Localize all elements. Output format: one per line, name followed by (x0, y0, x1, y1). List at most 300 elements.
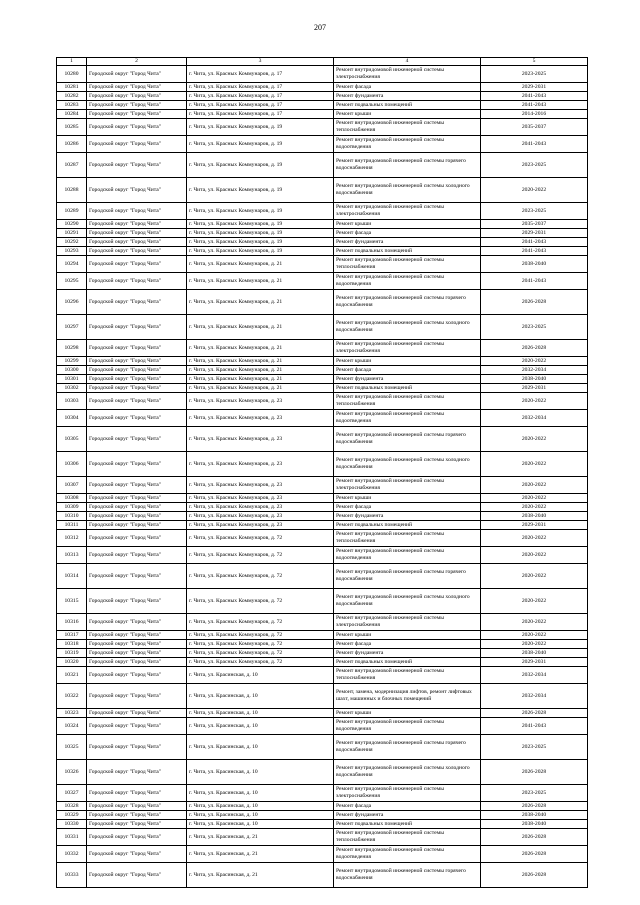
period-cell: 2038-2040 (481, 256, 588, 273)
work-type-cell: Ремонт внутридомовой инженерной системы электроснабжения (334, 66, 481, 83)
address-cell: г. Чита, ул. Красных Коммунаров, д. 19 (187, 136, 334, 153)
period-cell: 2020-2022 (481, 530, 588, 547)
row-number-cell: 10333 (57, 863, 87, 888)
period-cell: 2032-2034 (481, 667, 588, 684)
row-number-cell: 10309 (57, 503, 87, 512)
work-type-cell: Ремонт фасада (334, 83, 481, 92)
address-cell: г. Чита, ул. Красных Коммунаров, д. 21 (187, 375, 334, 384)
owner-cell: Городской округ "Город Чита" (87, 718, 187, 735)
work-type-cell: Ремонт фасада (334, 640, 481, 649)
owner-cell: Городской округ "Город Чита" (87, 119, 187, 136)
address-cell: г. Чита, ул. Красных Коммунаров, д. 72 (187, 614, 334, 631)
address-cell: г. Чита, ул. Красных Коммунаров, д. 21 (187, 256, 334, 273)
owner-cell: Городской округ "Город Чита" (87, 649, 187, 658)
period-cell: 2020-2022 (481, 564, 588, 589)
period-cell: 2026-2028 (481, 340, 588, 357)
owner-cell: Городской округ "Город Чита" (87, 820, 187, 829)
period-cell: 2020-2022 (481, 631, 588, 640)
row-number-cell: 10323 (57, 709, 87, 718)
address-cell: г. Чита, ул. Красных Коммунаров, д. 21 (187, 315, 334, 340)
address-cell: г. Чита, ул. Красинская, д. 10 (187, 667, 334, 684)
table-row (57, 735, 588, 760)
work-type-cell: Ремонт фундамента (334, 649, 481, 658)
work-type-cell: Ремонт внутридомовой инженерной системы теплоснабжения (334, 119, 481, 136)
table-row (57, 410, 588, 427)
owner-cell: Городской округ "Город Чита" (87, 735, 187, 760)
address-cell: г. Чита, ул. Красных Коммунаров, д. 21 (187, 366, 334, 375)
row-number-cell: 10292 (57, 238, 87, 247)
period-cell: 2038-2040 (481, 820, 588, 829)
work-type-cell: Ремонт внутридомовой инженерной системы электроснабжения (334, 785, 481, 802)
address-cell: г. Чита, ул. Красинская, д. 10 (187, 785, 334, 802)
owner-cell: Городской округ "Город Чита" (87, 340, 187, 357)
owner-cell: Городской округ "Город Чита" (87, 521, 187, 530)
period-cell: 2026-2028 (481, 290, 588, 315)
address-cell: г. Чита, ул. Красных Коммунаров, д. 17 (187, 110, 334, 119)
row-number-cell: 10304 (57, 410, 87, 427)
address-cell: г. Чита, ул. Красинская, д. 10 (187, 811, 334, 820)
column-header: 3 (187, 58, 334, 66)
owner-cell: Городской округ "Город Чита" (87, 863, 187, 888)
row-number-cell: 10329 (57, 811, 87, 820)
table-row (57, 110, 588, 119)
row-number-cell: 10324 (57, 718, 87, 735)
column-header: 4 (334, 58, 481, 66)
owner-cell: Городской округ "Город Чита" (87, 66, 187, 83)
owner-cell: Городской округ "Город Чита" (87, 503, 187, 512)
row-number-cell: 10290 (57, 220, 87, 229)
row-number-cell: 10328 (57, 802, 87, 811)
work-type-cell: Ремонт внутридомовой инженерной системы электроснабжения (334, 340, 481, 357)
table-row (57, 684, 588, 709)
address-cell: г. Чита, ул. Красных Коммунаров, д. 19 (187, 247, 334, 256)
table-row (57, 119, 588, 136)
owner-cell: Городской округ "Город Чита" (87, 101, 187, 110)
address-cell: г. Чита, ул. Красных Коммунаров, д. 23 (187, 393, 334, 410)
work-type-cell: Ремонт внутридомовой инженерной системы горячего водоснабжения (334, 153, 481, 178)
owner-cell: Городской округ "Город Чита" (87, 802, 187, 811)
period-cell: 2041-2043 (481, 136, 588, 153)
owner-cell: Городской округ "Город Чита" (87, 494, 187, 503)
owner-cell: Городской округ "Город Чита" (87, 178, 187, 203)
table-row (57, 83, 588, 92)
table-row (57, 273, 588, 290)
table-row (57, 589, 588, 614)
period-cell: 2038-2040 (481, 375, 588, 384)
work-type-cell: Ремонт внутридомовой инженерной системы водоотведения (334, 846, 481, 863)
table-row (57, 530, 588, 547)
row-number-cell: 10308 (57, 494, 87, 503)
period-cell: 2023-2025 (481, 735, 588, 760)
period-cell: 2023-2025 (481, 785, 588, 802)
table-row (57, 366, 588, 375)
period-cell: 2032-2034 (481, 366, 588, 375)
table-header-row (57, 58, 588, 66)
table-row (57, 564, 588, 589)
table-body (57, 58, 588, 888)
row-number-cell: 10287 (57, 153, 87, 178)
owner-cell: Городской округ "Город Чита" (87, 315, 187, 340)
table-row (57, 427, 588, 452)
owner-cell: Городской округ "Город Чита" (87, 452, 187, 477)
period-cell: 2020-2022 (481, 357, 588, 366)
period-cell: 2041-2043 (481, 92, 588, 101)
row-number-cell: 10297 (57, 315, 87, 340)
table-row (57, 709, 588, 718)
owner-cell: Городской округ "Город Чита" (87, 153, 187, 178)
table-row (57, 357, 588, 366)
table-row (57, 220, 588, 229)
row-number-cell: 10285 (57, 119, 87, 136)
address-cell: г. Чита, ул. Красинская, д. 21 (187, 863, 334, 888)
address-cell: г. Чита, ул. Красных Коммунаров, д. 21 (187, 290, 334, 315)
table-row (57, 718, 588, 735)
owner-cell: Городской округ "Город Чита" (87, 658, 187, 667)
work-type-cell: Ремонт фундамента (334, 512, 481, 521)
row-number-cell: 10316 (57, 614, 87, 631)
work-type-cell: Ремонт внутридомовой инженерной системы холодного водоснабжения (334, 760, 481, 785)
address-cell: г. Чита, ул. Красных Коммунаров, д. 17 (187, 83, 334, 92)
table-row (57, 614, 588, 631)
period-cell: 2041-2043 (481, 101, 588, 110)
owner-cell: Городской округ "Город Чита" (87, 667, 187, 684)
row-number-cell: 10280 (57, 66, 87, 83)
row-number-cell: 10325 (57, 735, 87, 760)
table-row (57, 820, 588, 829)
table-row (57, 811, 588, 820)
work-type-cell: Ремонт подвальных помещений (334, 521, 481, 530)
period-cell: 2032-2034 (481, 684, 588, 709)
work-type-cell: Ремонт внутридомовой инженерной системы холодного водоснабжения (334, 315, 481, 340)
work-type-cell: Ремонт внутридомовой инженерной системы горячего водоснабжения (334, 290, 481, 315)
period-cell: 2026-2028 (481, 846, 588, 863)
owner-cell: Городской округ "Город Чита" (87, 247, 187, 256)
owner-cell: Городской округ "Город Чита" (87, 829, 187, 846)
address-cell: г. Чита, ул. Красных Коммунаров, д. 23 (187, 452, 334, 477)
row-number-cell: 10327 (57, 785, 87, 802)
owner-cell: Городской округ "Город Чита" (87, 477, 187, 494)
period-cell: 2020-2022 (481, 589, 588, 614)
table-row (57, 658, 588, 667)
owner-cell: Городской округ "Город Чита" (87, 709, 187, 718)
table-row (57, 863, 588, 888)
address-cell: г. Чита, ул. Красинская, д. 10 (187, 802, 334, 811)
row-number-cell: 10313 (57, 547, 87, 564)
work-type-cell: Ремонт подвальных помещений (334, 101, 481, 110)
owner-cell: Городской округ "Город Чита" (87, 684, 187, 709)
table-row (57, 631, 588, 640)
table-row (57, 178, 588, 203)
row-number-cell: 10319 (57, 649, 87, 658)
table-row (57, 667, 588, 684)
row-number-cell: 10300 (57, 366, 87, 375)
table-row (57, 229, 588, 238)
work-type-cell: Ремонт фундамента (334, 811, 481, 820)
row-number-cell: 10303 (57, 393, 87, 410)
owner-cell: Городской округ "Город Чита" (87, 384, 187, 393)
period-cell: 2020-2022 (481, 178, 588, 203)
period-cell: 2020-2022 (481, 427, 588, 452)
table-row (57, 238, 588, 247)
table-row (57, 547, 588, 564)
address-cell: г. Чита, ул. Красных Коммунаров, д. 23 (187, 427, 334, 452)
table-row (57, 315, 588, 340)
table-row (57, 640, 588, 649)
owner-cell: Городской округ "Город Чита" (87, 640, 187, 649)
period-cell: 2029-2031 (481, 384, 588, 393)
column-header: 1 (57, 58, 87, 66)
owner-cell: Городской округ "Город Чита" (87, 846, 187, 863)
period-cell: 2020-2022 (481, 614, 588, 631)
row-number-cell: 10283 (57, 101, 87, 110)
row-number-cell: 10299 (57, 357, 87, 366)
period-cell: 2029-2031 (481, 83, 588, 92)
table-row (57, 829, 588, 846)
owner-cell: Городской округ "Город Чита" (87, 290, 187, 315)
row-number-cell: 10286 (57, 136, 87, 153)
row-number-cell: 10282 (57, 92, 87, 101)
period-cell: 2020-2022 (481, 452, 588, 477)
work-type-cell: Ремонт внутридомовой инженерной системы теплоснабжения (334, 530, 481, 547)
period-cell: 2020-2022 (481, 503, 588, 512)
table-row (57, 785, 588, 802)
address-cell: г. Чита, ул. Красных Коммунаров, д. 21 (187, 273, 334, 290)
work-type-cell: Ремонт фасада (334, 366, 481, 375)
table-row (57, 340, 588, 357)
table-row (57, 290, 588, 315)
owner-cell: Городской округ "Город Чита" (87, 357, 187, 366)
row-number-cell: 10330 (57, 820, 87, 829)
work-type-cell: Ремонт подвальных помещений (334, 658, 481, 667)
address-cell: г. Чита, ул. Красных Коммунаров, д. 19 (187, 153, 334, 178)
period-cell: 2020-2022 (481, 393, 588, 410)
row-number-cell: 10294 (57, 256, 87, 273)
work-type-cell: Ремонт внутридомовой инженерной системы теплоснабжения (334, 829, 481, 846)
owner-cell: Городской округ "Город Чита" (87, 273, 187, 290)
period-cell: 2029-2031 (481, 229, 588, 238)
address-cell: г. Чита, ул. Красных Коммунаров, д. 72 (187, 564, 334, 589)
row-number-cell: 10332 (57, 846, 87, 863)
owner-cell: Городской округ "Город Чита" (87, 366, 187, 375)
work-type-cell: Ремонт внутридомовой инженерной системы горячего водоснабжения (334, 427, 481, 452)
address-cell: г. Чита, ул. Красинская, д. 21 (187, 829, 334, 846)
address-cell: г. Чита, ул. Красных Коммунаров, д. 72 (187, 658, 334, 667)
period-cell: 2026-2028 (481, 829, 588, 846)
table-row (57, 760, 588, 785)
address-cell: г. Чита, ул. Красных Коммунаров, д. 23 (187, 477, 334, 494)
table-row (57, 384, 588, 393)
owner-cell: Городской округ "Город Чита" (87, 136, 187, 153)
owner-cell: Городской округ "Город Чита" (87, 238, 187, 247)
period-cell: 2023-2025 (481, 153, 588, 178)
table-row (57, 452, 588, 477)
table-row (57, 503, 588, 512)
period-cell: 2029-2031 (481, 658, 588, 667)
address-cell: г. Чита, ул. Красных Коммунаров, д. 19 (187, 119, 334, 136)
owner-cell: Городской округ "Город Чита" (87, 530, 187, 547)
row-number-cell: 10315 (57, 589, 87, 614)
table-row (57, 802, 588, 811)
work-type-cell: Ремонт внутридомовой инженерной системы горячего водоснабжения (334, 863, 481, 888)
work-type-cell: Ремонт фундамента (334, 238, 481, 247)
row-number-cell: 10310 (57, 512, 87, 521)
row-number-cell: 10301 (57, 375, 87, 384)
period-cell: 2020-2022 (481, 477, 588, 494)
period-cell: 2023-2025 (481, 203, 588, 220)
table-row (57, 256, 588, 273)
address-cell: г. Чита, ул. Красинская, д. 10 (187, 760, 334, 785)
work-type-cell: Ремонт внутридомовой инженерной системы электроснабжения (334, 477, 481, 494)
work-type-cell: Ремонт внутридомовой инженерной системы горячего водоснабжения (334, 735, 481, 760)
period-cell: 2026-2028 (481, 863, 588, 888)
table-row (57, 521, 588, 530)
period-cell: 2026-2028 (481, 760, 588, 785)
work-type-cell: Ремонт внутридомовой инженерной системы теплоснабжения (334, 667, 481, 684)
row-number-cell: 10311 (57, 521, 87, 530)
row-number-cell: 10322 (57, 684, 87, 709)
work-type-cell: Ремонт, замена, модернизация лифтов, ремонт лифтовых шахт, машинных и блочных помещений (334, 684, 481, 709)
work-type-cell: Ремонт внутридомовой инженерной системы теплоснабжения (334, 256, 481, 273)
row-number-cell: 10289 (57, 203, 87, 220)
row-number-cell: 10293 (57, 247, 87, 256)
row-number-cell: 10320 (57, 658, 87, 667)
owner-cell: Городской округ "Город Чита" (87, 512, 187, 521)
owner-cell: Городской округ "Город Чита" (87, 410, 187, 427)
period-cell: 2035-2037 (481, 119, 588, 136)
period-cell: 2029-2031 (481, 521, 588, 530)
address-cell: г. Чита, ул. Красных Коммунаров, д. 19 (187, 229, 334, 238)
row-number-cell: 10312 (57, 530, 87, 547)
table-row (57, 203, 588, 220)
work-type-cell: Ремонт внутридомовой инженерной системы водоотведения (334, 718, 481, 735)
owner-cell: Городской округ "Город Чита" (87, 547, 187, 564)
row-number-cell: 10302 (57, 384, 87, 393)
table-row (57, 101, 588, 110)
address-cell: г. Чита, ул. Красинская, д. 10 (187, 718, 334, 735)
work-type-cell: Ремонт внутридомовой инженерной системы холодного водоснабжения (334, 452, 481, 477)
address-cell: г. Чита, ул. Красных Коммунаров, д. 17 (187, 101, 334, 110)
row-number-cell: 10305 (57, 427, 87, 452)
row-number-cell: 10288 (57, 178, 87, 203)
table-row (57, 494, 588, 503)
period-cell: 2020-2022 (481, 640, 588, 649)
period-cell: 2038-2040 (481, 512, 588, 521)
owner-cell: Городской округ "Город Чита" (87, 614, 187, 631)
work-type-cell: Ремонт крыши (334, 709, 481, 718)
address-cell: г. Чита, ул. Красных Коммунаров, д. 21 (187, 384, 334, 393)
address-cell: г. Чита, ул. Красных Коммунаров, д. 19 (187, 238, 334, 247)
work-type-cell: Ремонт внутридомовой инженерной системы теплоснабжения (334, 393, 481, 410)
work-type-cell: Ремонт крыши (334, 494, 481, 503)
period-cell: 2032-2034 (481, 410, 588, 427)
period-cell: 2023-2025 (481, 66, 588, 83)
work-type-cell: Ремонт фасада (334, 802, 481, 811)
owner-cell: Городской округ "Город Чита" (87, 203, 187, 220)
address-cell: г. Чита, ул. Красных Коммунаров, д. 19 (187, 220, 334, 229)
period-cell: 2041-2043 (481, 247, 588, 256)
period-cell: 2041-2043 (481, 238, 588, 247)
table-row (57, 512, 588, 521)
owner-cell: Городской округ "Город Чита" (87, 564, 187, 589)
period-cell: 2035-2037 (481, 220, 588, 229)
table-row (57, 136, 588, 153)
table-row (57, 247, 588, 256)
owner-cell: Городской округ "Город Чита" (87, 427, 187, 452)
owner-cell: Городской округ "Город Чита" (87, 589, 187, 614)
address-cell: г. Чита, ул. Красных Коммунаров, д. 72 (187, 547, 334, 564)
address-cell: г. Чита, ул. Красинская, д. 21 (187, 846, 334, 863)
address-cell: г. Чита, ул. Красных Коммунаров, д. 17 (187, 92, 334, 101)
work-type-cell: Ремонт внутридомовой инженерной системы холодного водоснабжения (334, 178, 481, 203)
owner-cell: Городской округ "Город Чита" (87, 785, 187, 802)
work-type-cell: Ремонт крыши (334, 631, 481, 640)
work-type-cell: Ремонт внутридомовой инженерной системы электроснабжения (334, 203, 481, 220)
address-cell: г. Чита, ул. Красных Коммунаров, д. 72 (187, 649, 334, 658)
column-header: 5 (481, 58, 588, 66)
row-number-cell: 10306 (57, 452, 87, 477)
table-row (57, 477, 588, 494)
owner-cell: Городской округ "Город Чита" (87, 110, 187, 119)
row-number-cell: 10281 (57, 83, 87, 92)
address-cell: г. Чита, ул. Красных Коммунаров, д. 72 (187, 631, 334, 640)
address-cell: г. Чита, ул. Красинская, д. 10 (187, 735, 334, 760)
table-row (57, 66, 588, 83)
table-row (57, 846, 588, 863)
row-number-cell: 10307 (57, 477, 87, 494)
row-number-cell: 10295 (57, 273, 87, 290)
owner-cell: Городской округ "Город Чита" (87, 220, 187, 229)
owner-cell: Городской округ "Город Чита" (87, 375, 187, 384)
work-type-cell: Ремонт внутридомовой инженерной системы водоотведения (334, 136, 481, 153)
row-number-cell: 10298 (57, 340, 87, 357)
address-cell: г. Чита, ул. Красных Коммунаров, д. 21 (187, 340, 334, 357)
period-cell: 2023-2025 (481, 315, 588, 340)
address-cell: г. Чита, ул. Красных Коммунаров, д. 23 (187, 410, 334, 427)
work-type-cell: Ремонт фундамента (334, 92, 481, 101)
address-cell: г. Чита, ул. Красных Коммунаров, д. 23 (187, 512, 334, 521)
work-type-cell: Ремонт крыши (334, 357, 481, 366)
row-number-cell: 10318 (57, 640, 87, 649)
repair-schedule-table (56, 57, 588, 888)
work-type-cell: Ремонт внутридомовой инженерной системы холодного водоснабжения (334, 589, 481, 614)
work-type-cell: Ремонт внутридомовой инженерной системы электроснабжения (334, 614, 481, 631)
row-number-cell: 10296 (57, 290, 87, 315)
row-number-cell: 10284 (57, 110, 87, 119)
work-type-cell: Ремонт фасада (334, 503, 481, 512)
work-type-cell: Ремонт внутридомовой инженерной системы горячего водоснабжения (334, 564, 481, 589)
work-type-cell: Ремонт крыши (334, 110, 481, 119)
page-number: 207 (314, 23, 326, 32)
work-type-cell: Ремонт внутридомовой инженерной системы водоотведения (334, 547, 481, 564)
period-cell: 2020-2022 (481, 494, 588, 503)
address-cell: г. Чита, ул. Красных Коммунаров, д. 72 (187, 530, 334, 547)
period-cell: 2026-2028 (481, 802, 588, 811)
row-number-cell: 10291 (57, 229, 87, 238)
table-row (57, 393, 588, 410)
address-cell: г. Чита, ул. Красных Коммунаров, д. 23 (187, 494, 334, 503)
period-cell: 2041-2043 (481, 273, 588, 290)
address-cell: г. Чита, ул. Красных Коммунаров, д. 23 (187, 521, 334, 530)
address-cell: г. Чита, ул. Красных Коммунаров, д. 23 (187, 503, 334, 512)
period-cell: 2038-2040 (481, 649, 588, 658)
address-cell: г. Чита, ул. Красных Коммунаров, д. 72 (187, 640, 334, 649)
work-type-cell: Ремонт фасада (334, 229, 481, 238)
table-row (57, 153, 588, 178)
owner-cell: Городской округ "Город Чита" (87, 811, 187, 820)
owner-cell: Городской округ "Город Чита" (87, 393, 187, 410)
owner-cell: Городской округ "Город Чита" (87, 92, 187, 101)
table-row (57, 92, 588, 101)
